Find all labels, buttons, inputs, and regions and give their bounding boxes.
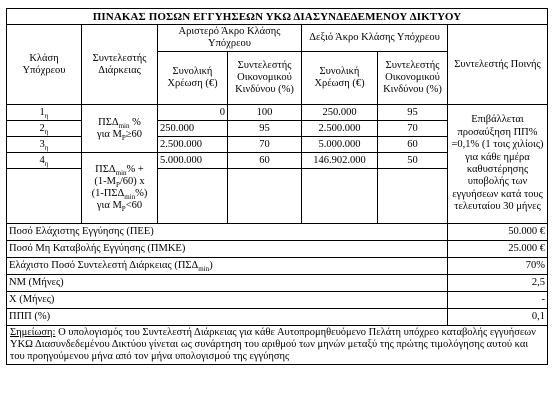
- class-cell: $4_\eta$: [7, 153, 82, 169]
- right-charge-cell: 250.000: [302, 105, 378, 121]
- duration-formula-2: $\Pi\Sigma\Delta_{min}\%$ + $(1-M_P/60)$ x $(1-\Pi\Sigma\Delta_{min}\%)$ για $M_P<60$: [82, 153, 158, 224]
- left-risk-cell: 100: [228, 105, 302, 121]
- summary-label: ΠΠΠ (%): [7, 309, 448, 326]
- left-charge-cell: 250.000: [158, 121, 228, 137]
- duration-formula-1: $\Pi\Sigma\Delta_{min}$ % για $M_P\ge 60$: [82, 105, 158, 153]
- header-class: Κλάση Υπόχρεου: [7, 25, 82, 105]
- summary-value: -: [448, 292, 548, 309]
- class-cell: $3_\eta$: [7, 137, 82, 153]
- header-duration: Συντελεστής Διάρκειας: [82, 25, 158, 105]
- summary-value: 2,5: [448, 275, 548, 292]
- summary-value: 70%: [448, 258, 548, 275]
- class-cell: $1_\eta$: [7, 105, 82, 121]
- left-charge-cell: 2.500.000: [158, 137, 228, 153]
- empty-cell: [158, 169, 228, 224]
- penalty-text: Επιβάλλεται προσαύξηση ΠΠ% =0,1% (1 τοις χιλίοις) για κάθε ημέρα καθυστέρησης υποβολής των εγγυήσεων κατά τους τελευταίου 30 μήνες: [448, 105, 548, 224]
- header-left-econ-risk: Συντελεστής Οικονομικού Κινδύνου (%): [228, 52, 302, 105]
- footnote-label: Σημείωση:: [10, 327, 56, 338]
- summary-label: Ελάχιστο Ποσό Συντελεστή Διάρκειας $(\Pi\Sigma\Delta_{min})$: [7, 258, 448, 275]
- summary-row: [7, 309, 548, 326]
- header-right-edge: Δεξιό Άκρο Κλάσης Υπόχρεου: [302, 25, 448, 52]
- summary-label: Ποσό Μη Καταβολής Εγγύησης (ΠΜΚΕ): [7, 241, 448, 258]
- table-row: [7, 105, 548, 121]
- class-cell: $2_\eta$: [7, 121, 82, 137]
- right-risk-cell: 50: [378, 153, 448, 169]
- summary-value: 0,1: [448, 309, 548, 326]
- right-charge-cell: 146.902.000: [302, 153, 378, 169]
- header-left-edge: Αριστερό Άκρο Κλάσης Υπόχρεου: [158, 25, 302, 52]
- footnote: [7, 326, 548, 365]
- summary-label: Χ (Μήνες): [7, 292, 448, 309]
- empty-cell: [228, 169, 302, 224]
- right-risk-cell: 95: [378, 105, 448, 121]
- right-charge-cell: 2.500.000: [302, 121, 378, 137]
- header-right-econ-risk: Συντελεστής Οικονομικού Κινδύνου (%): [378, 52, 448, 105]
- header-penalty: Συντελεστής Ποινής: [448, 25, 548, 105]
- summary-row: [7, 224, 548, 241]
- summary-value: 25.000 €: [448, 241, 548, 258]
- table-title: ΠΙΝΑΚΑΣ ΠΟΣΩΝ ΕΓΓΥΗΣΕΩΝ ΥΚΩ ΔΙΑΣΥΝΔΕΔΕΜΕΝΟΥ ΔΙΚΤΥΟΥ: [7, 9, 548, 25]
- summary-row: [7, 258, 548, 275]
- left-charge-cell: 0: [158, 105, 228, 121]
- left-risk-cell: 70: [228, 137, 302, 153]
- left-charge-cell: 5.000.000: [158, 153, 228, 169]
- left-risk-cell: 95: [228, 121, 302, 137]
- header-right-total-charge: Συνολική Χρέωση (€): [302, 52, 378, 105]
- left-risk-cell: 60: [228, 153, 302, 169]
- empty-cell: [7, 169, 82, 224]
- summary-row: [7, 275, 548, 292]
- summary-row: [7, 241, 548, 258]
- right-risk-cell: 70: [378, 121, 448, 137]
- footnote-text: Ο υπολογισμός του Συντελεστή Διάρκειας για κάθε Αυτοπρομηθευόμενο Πελάτη υπόχρεο καταβολής εγγυήσεων ΥΚΩ Διασυνδεδεμένου Δικτύου γίνεται ως συνάρτηση του αριθμού των μηνών μεταξύ της πρώτης τιμολόγησης αυτού και του προηγούμενου μήνα από τον μήνα υπολογισμού της εγγύησης: [10, 327, 536, 362]
- empty-cell: [378, 169, 448, 224]
- summary-value: 50.000 €: [448, 224, 548, 241]
- empty-cell: [302, 169, 378, 224]
- right-charge-cell: 5.000.000: [302, 137, 378, 153]
- header-left-total-charge: Συνολική Χρέωση (€): [158, 52, 228, 105]
- guarantee-table: [6, 8, 548, 365]
- summary-row: [7, 292, 548, 309]
- summary-label: ΝΜ (Μήνες): [7, 275, 448, 292]
- right-risk-cell: 60: [378, 137, 448, 153]
- summary-label: Ποσό Ελάχιστης Εγγύησης (ΠΕΕ): [7, 224, 448, 241]
